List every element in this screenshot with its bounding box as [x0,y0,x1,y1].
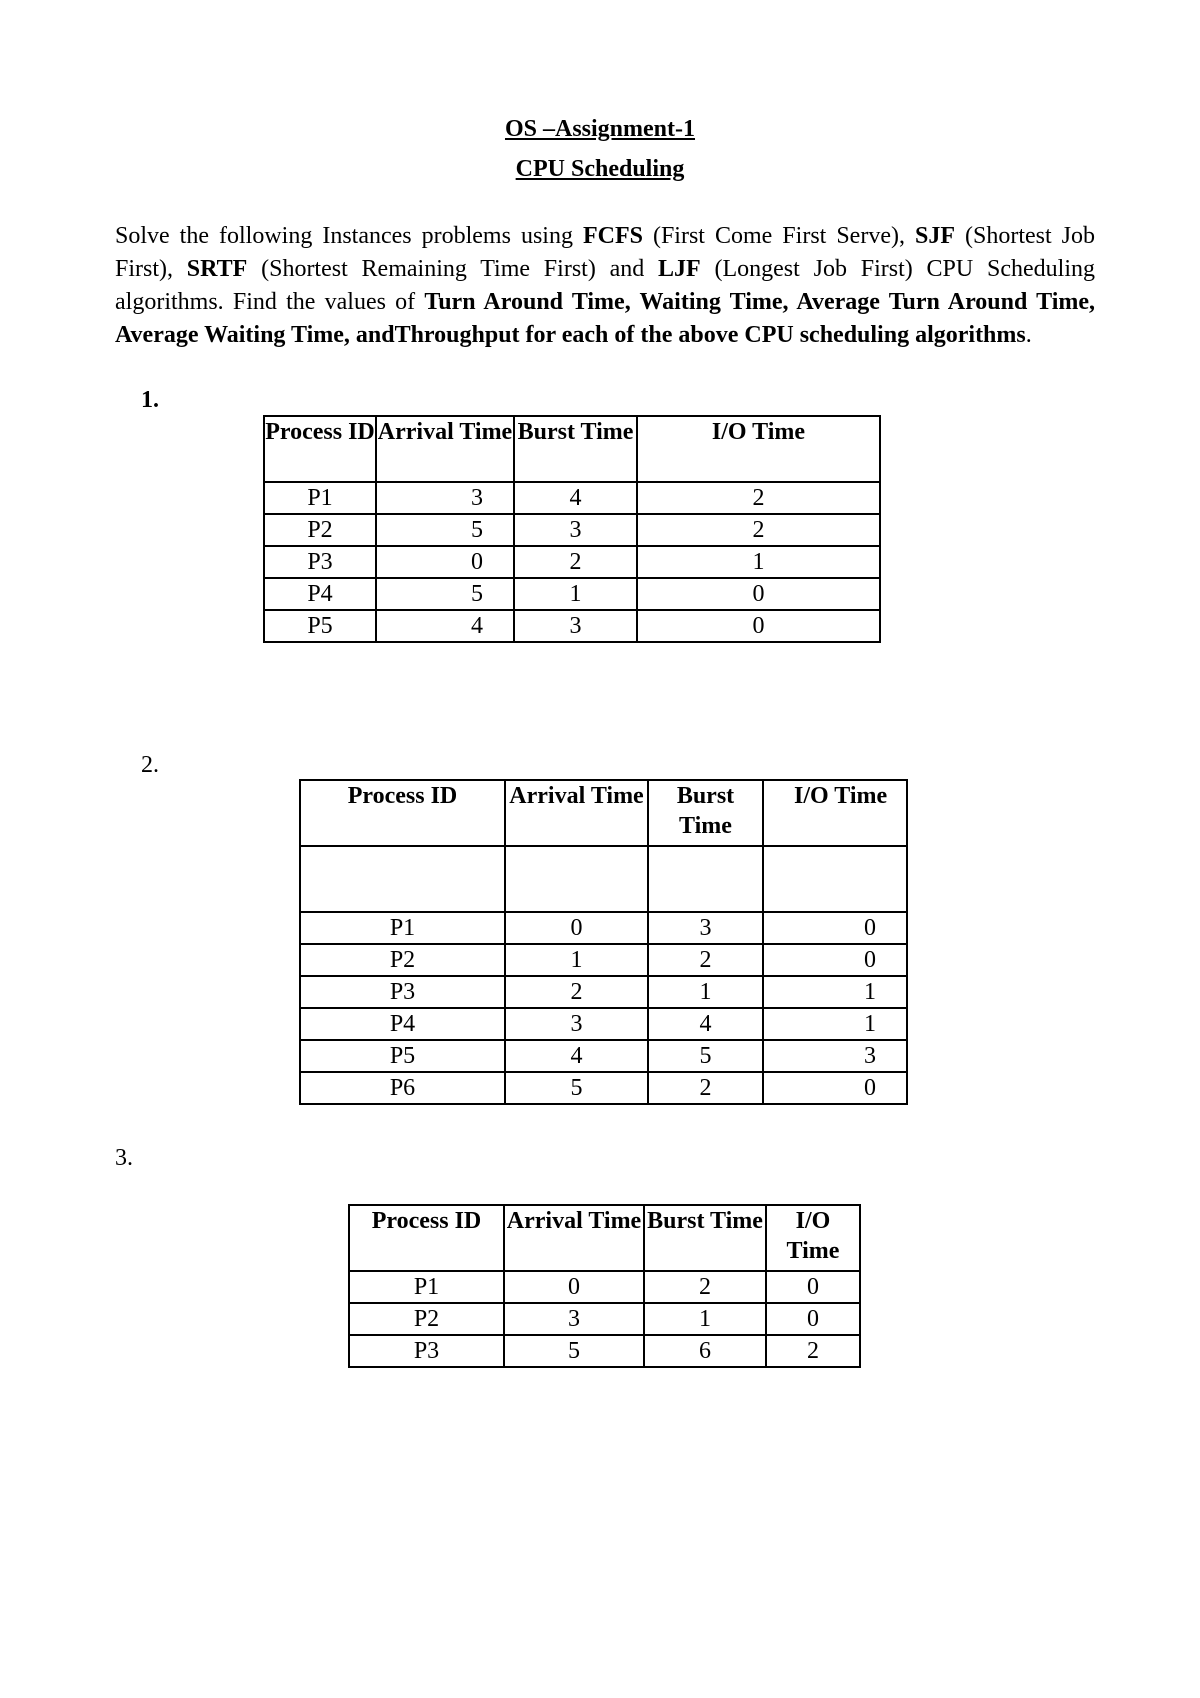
cell-process: P4 [300,1008,505,1040]
cell-io: 2 [637,514,880,546]
header-arrival-time: Arrival Time [376,416,514,482]
cell-burst: 1 [644,1303,766,1335]
cell-io: 3 [763,1040,907,1072]
intro-text: . [1025,322,1032,348]
cell-io: 0 [637,610,880,642]
cell-process: P3 [300,976,505,1008]
header-io-time: I/O Time [637,416,880,482]
cell-io: 2 [637,482,880,514]
intro-fcfs: FCFS [582,223,643,249]
cell-process: P2 [264,514,376,546]
cell-arrival: 3 [505,1008,648,1040]
intro-text: (Longest Job First) CPU Scheduling algorithms. Find the values of [115,256,1095,315]
table-row [300,1072,907,1104]
process-table-2 [299,779,908,1105]
table-row [300,944,907,976]
cell-burst: 4 [514,482,637,514]
cell-arrival: 2 [505,976,648,1008]
cell-arrival: 3 [504,1303,644,1335]
header-burst-time: Burst Time [644,1205,766,1271]
cell-io: 0 [763,1072,907,1104]
cell-process: P3 [349,1335,504,1367]
cell-burst: 3 [514,514,637,546]
cell-process: P3 [264,546,376,578]
cell-burst: 2 [644,1271,766,1303]
table-header-row [349,1205,860,1271]
cell-burst: 1 [648,976,763,1008]
empty-cell [505,846,648,912]
page-title: OS –Assignment-1 [504,116,696,142]
cell-arrival: 5 [505,1072,648,1104]
problem-number: 3. [115,1145,133,1171]
cell-arrival: 4 [505,1040,648,1072]
cell-burst: 1 [514,578,637,610]
cell-process: P1 [264,482,376,514]
table-row [300,912,907,944]
header-process-id: Process ID [264,416,376,482]
cell-arrival: 1 [505,944,648,976]
cell-io: 1 [637,546,880,578]
cell-io: 0 [763,912,907,944]
cell-io: 0 [766,1303,860,1335]
cell-burst: 6 [644,1335,766,1367]
cell-process: P5 [300,1040,505,1072]
intro-metrics: Turn Around Time, Waiting Time, Average Turn Around Time, Average Waiting Time, andThroughput for each of the above CPU scheduling algorithms [115,289,1096,348]
cell-burst: 3 [514,610,637,642]
cell-burst: 2 [514,546,637,578]
cell-process: P4 [264,578,376,610]
page-subtitle: CPU Scheduling [515,156,685,182]
cell-process: P5 [264,610,376,642]
table-row [264,578,880,610]
intro-sjf: SJF [914,223,955,249]
table-row [349,1335,860,1367]
header-io-time: I/O Time [766,1205,860,1271]
intro-ljf: LJF [658,256,701,282]
cell-process: P1 [300,912,505,944]
cell-burst: 2 [648,944,763,976]
cell-io: 0 [766,1271,860,1303]
cell-io: 1 [763,976,907,1008]
cell-arrival: 0 [504,1271,644,1303]
table-row [300,1040,907,1072]
cell-arrival: 3 [376,482,514,514]
table-row [349,1271,860,1303]
empty-row [300,846,907,912]
intro-text: (Shortest Job First), [115,223,1096,282]
process-table-1 [263,415,881,643]
header-process-id: Process ID [300,780,505,846]
cell-process: P1 [349,1271,504,1303]
cell-io: 0 [637,578,880,610]
table-header-row [300,780,907,846]
header-burst-time: Burst Time [514,416,637,482]
cell-burst: 3 [648,912,763,944]
instructions-paragraph [115,220,1095,352]
intro-text: Solve the following Instances problems using [115,223,583,249]
cell-arrival: 4 [376,610,514,642]
cell-io: 0 [763,944,907,976]
cell-arrival: 0 [376,546,514,578]
table-row [300,1008,907,1040]
intro-srtf: SRTF [186,256,248,282]
cell-process: P2 [300,944,505,976]
cell-arrival: 5 [376,578,514,610]
cell-burst: 2 [648,1072,763,1104]
cell-arrival: 5 [376,514,514,546]
empty-cell [763,846,907,912]
cell-arrival: 5 [504,1335,644,1367]
cell-process: P2 [349,1303,504,1335]
header-arrival-time: Arrival Time [504,1205,644,1271]
header-process-id: Process ID [349,1205,504,1271]
cell-arrival: 0 [505,912,648,944]
header-io-time: I/O Time [763,780,907,846]
cell-io: 1 [763,1008,907,1040]
table-row [300,976,907,1008]
cell-io: 2 [766,1335,860,1367]
table-row [349,1303,860,1335]
cell-burst: 5 [648,1040,763,1072]
table-row [264,514,880,546]
empty-cell [300,846,505,912]
table-header-row [264,416,880,482]
cell-process: P6 [300,1072,505,1104]
table-row [264,482,880,514]
table-row [264,546,880,578]
problem-number: 2. [141,752,159,778]
cell-burst: 4 [648,1008,763,1040]
empty-cell [648,846,763,912]
problem-number: 1. [141,387,159,413]
header-burst-time: Burst Time [648,780,763,846]
process-table-3 [348,1204,861,1368]
header-arrival-time: Arrival Time [505,780,648,846]
intro-text: (Shortest Remaining Time First) and [247,256,659,282]
table-row [264,610,880,642]
intro-text: (First Come First Serve), [642,223,915,249]
